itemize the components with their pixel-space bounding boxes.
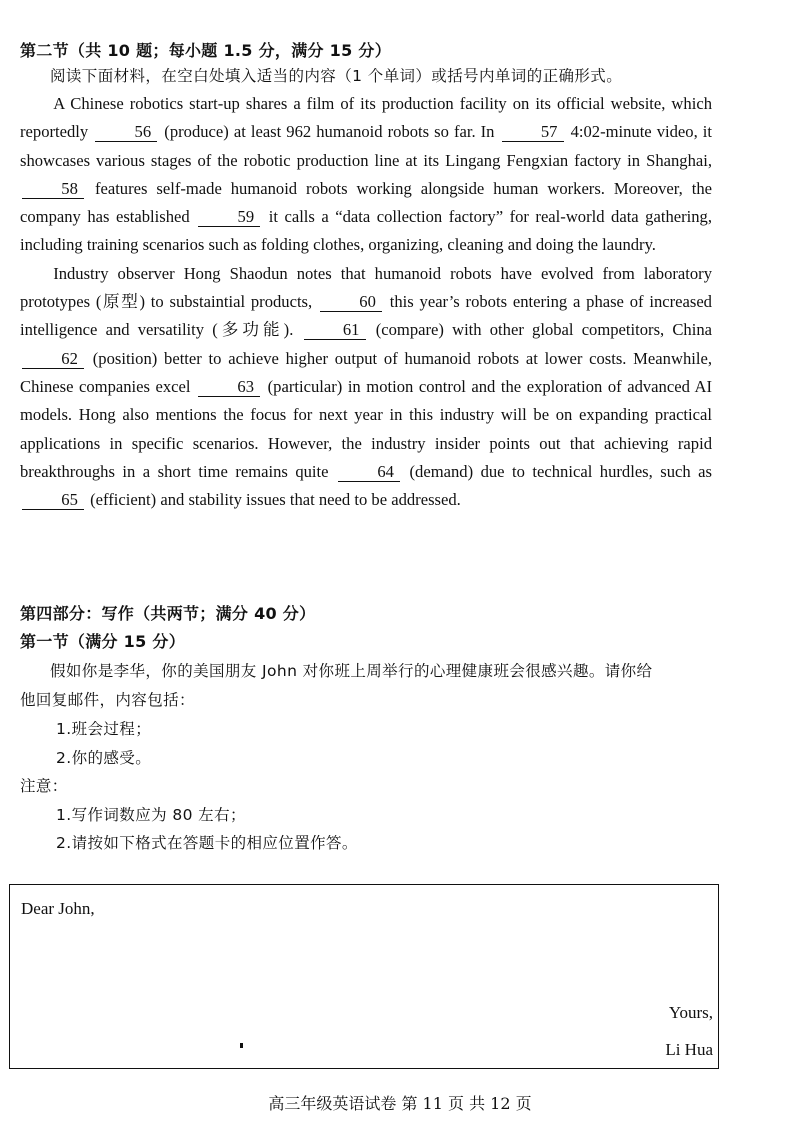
page-footer: 高三年级英语试卷 第 11 页 共 12 页: [268, 1094, 532, 1113]
part4-heading: 第四部分：写作（共两节；满分 40 分）: [20, 604, 316, 623]
passage-paragraph-1: [20, 90, 712, 260]
blank-58[interactable]: 58: [22, 180, 84, 199]
prompt-item-1: 1.班会过程；: [56, 720, 152, 738]
passage-text: (demand) due to technical hurdles, such as: [409, 461, 713, 481]
blank-60[interactable]: 60: [320, 293, 382, 312]
letter-closing: Yours,: [668, 1003, 713, 1022]
letter-salutation: Dear John,: [21, 899, 95, 918]
blank-57[interactable]: 57: [502, 123, 564, 142]
blank-61[interactable]: 61: [304, 321, 366, 340]
blank-63[interactable]: 63: [198, 378, 260, 397]
blank-56[interactable]: 56: [95, 123, 157, 142]
writing-section1-heading: 第一节（满分 15 分）: [20, 632, 186, 651]
passage-text: (particular) in motion control and the exploration of advanced AI models. Hong also mentions the focus for next year in this industry will be on expanding practical applications in specific scenarios. However, the industry insider points out that achieving rapid breakthroughs in a short time remains quite: [20, 376, 713, 481]
blank-62[interactable]: 62: [22, 350, 84, 369]
note-item-1: 1.写作词数应为 80 左右；: [56, 806, 246, 824]
passage-text: (position) better to achieve higher output of humanoid robots at lower costs. Meanwhile, Chinese companies excel: [20, 348, 712, 396]
passage-text: it calls a “data collection factory” for real-world data gathering, including training scenarios such as folding clothes, organizing, cleaning and doing the laundry.: [20, 207, 712, 255]
section2-instruction: 阅读下面材料，在空白处填入适当的内容（1 个单词）或括号内单词的正确形式。: [50, 67, 623, 85]
passage-text: features self-made humanoid robots working alongside human workers. Moreover, the company has established: [20, 178, 712, 227]
section2-heading: 第二节（共 10 题；每小题 1.5 分，满分 15 分）: [20, 41, 391, 60]
blank-65[interactable]: 65: [22, 491, 84, 510]
cloze-passage: [20, 90, 712, 514]
letter-signature: Li Hua: [665, 1040, 713, 1059]
blank-59[interactable]: 59: [198, 208, 260, 227]
passage-text: 4:02-minute video, it showcases various stages of the robotic production line at its Lingang Fengxian factory in Shanghai,: [20, 122, 712, 170]
passage-text: (produce) at least 962 humanoid robots so far. In: [164, 122, 495, 142]
passage-text: Industry observer Hong Shaodun notes that humanoid robots have evolved from laboratory prototypes (原型) to substaintial products,: [20, 263, 712, 312]
stray-ink-mark: [240, 1043, 243, 1048]
passage-text: (efficient) and stability issues that need to be addressed.: [90, 490, 461, 510]
passage-text: this year’s robots entering a phase of increased intelligence and versatility (多功能).: [20, 292, 712, 340]
writing-prompt-line-2: 他回复邮件，内容包括：: [20, 691, 195, 709]
blank-64[interactable]: 64: [338, 463, 400, 482]
writing-prompt-line-1: 假如你是李华，你的美国朋友 John 对你班上周举行的心理健康班会很感兴趣。请你给: [50, 662, 653, 680]
prompt-item-2: 2.你的感受。: [56, 749, 152, 767]
letter-answer-box[interactable]: [9, 884, 719, 1069]
note-item-2: 2.请按如下格式在答题卡的相应位置作答。: [56, 834, 358, 852]
passage-text: (compare) with other global competitors, China: [375, 320, 712, 340]
passage-text: A Chinese robotics start-up shares a film of its production facility on its official website, which reportedly: [20, 94, 712, 142]
passage-paragraph-2: [20, 260, 712, 515]
note-label: 注意：: [20, 777, 68, 795]
